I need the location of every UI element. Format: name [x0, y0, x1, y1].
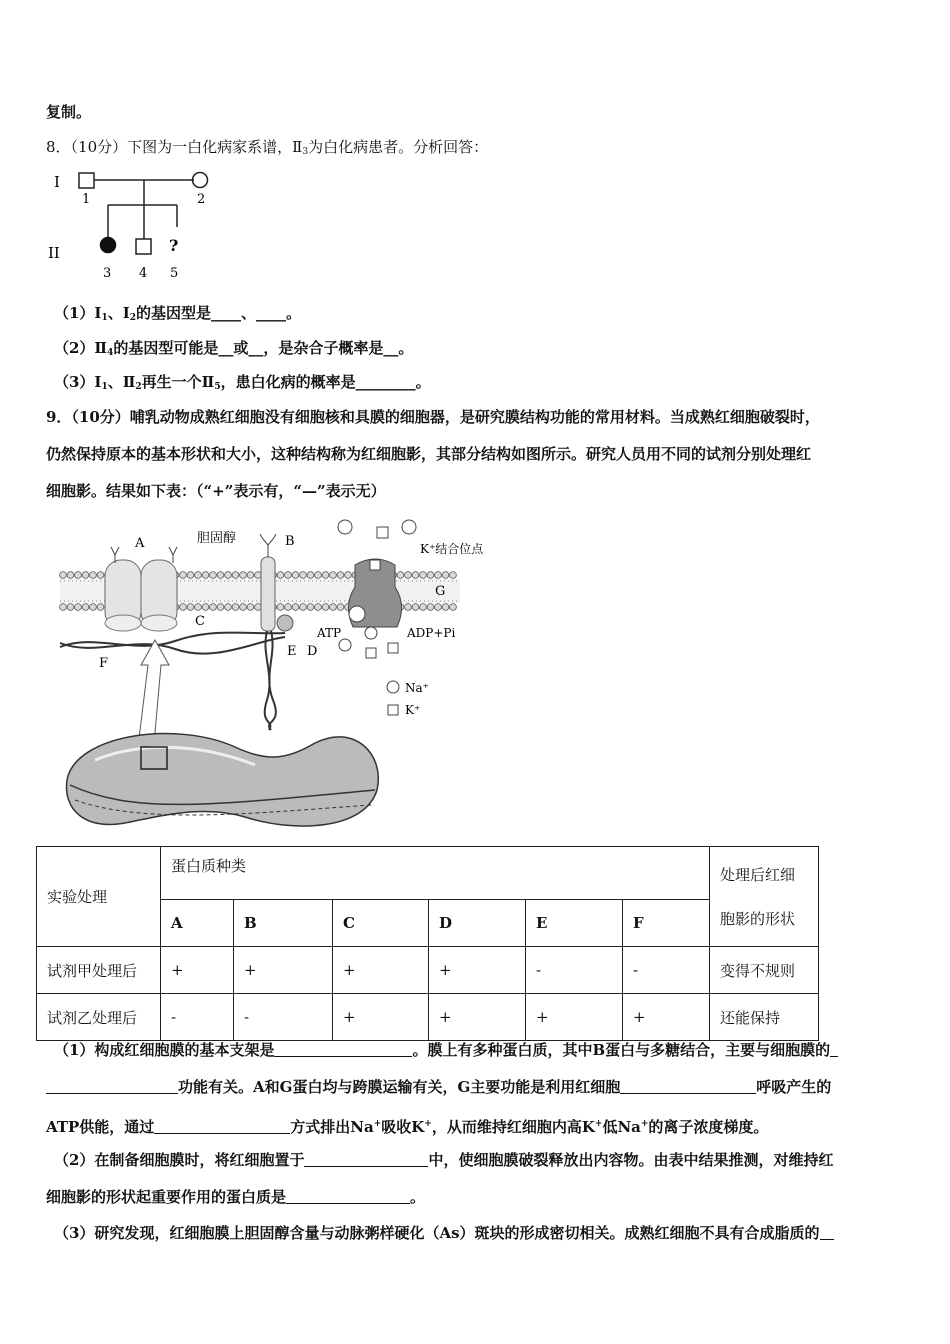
affected-female-ii3-circle — [101, 238, 116, 253]
gen-ii-label: II — [48, 244, 60, 262]
row-shape: 变得不规则 — [710, 947, 819, 994]
table-cell: - — [161, 994, 234, 1041]
row-label: 试剂甲处理后 — [37, 947, 161, 994]
atp-label: ATP — [317, 626, 342, 640]
q9-line-1: 9．（10分）哺乳动物成熟红细胞没有细胞核和具膜的细胞器，是研究膜结构功能的常用材料。当成熟红细胞破裂时， — [46, 408, 820, 426]
male-ii4-square — [136, 239, 151, 254]
na-legend: Na⁺ — [405, 681, 429, 695]
protein-a-channel — [105, 547, 177, 631]
table-col-e: E — [526, 900, 623, 947]
answer-p1-line1: （1）构成红细胞膜的基本支架是 。膜上有多种蛋白质，其中B蛋白与多糖结合，主要与细胞膜的 — [54, 1040, 838, 1060]
q8-sub2: $(2)Ⅱ_4$的基因型可能是__或__，是杂合子概率是__。 — [54, 339, 414, 358]
table-col-c: C — [333, 900, 429, 947]
q8-sub1: $(1)Ⅰ_1$、$Ⅰ_2$的基因型是____、____。 — [54, 304, 302, 323]
answer-p1-line2: 功能有关。A和G蛋白均与跨膜运输有关，G主要功能是利用红细胞 呼吸产生的 — [46, 1077, 831, 1097]
membrane-figure — [55, 515, 515, 840]
row-label: 试剂乙处理后 — [37, 994, 161, 1041]
q8-header: 8．（10分）下图为一白化病家系谱，$Ⅱ_3$为白化病患者。分析回答： — [46, 138, 489, 157]
table-cell: + — [429, 947, 526, 994]
table-cell: + — [526, 994, 623, 1041]
table-cell: + — [333, 947, 429, 994]
female-i2-circle — [193, 173, 208, 188]
gen-i-label: I — [54, 173, 60, 191]
table-header-protein: 蛋白质种类 — [161, 847, 710, 900]
table-col-f: F — [623, 900, 710, 947]
label-d: D — [307, 644, 318, 659]
table-col-b: B — [234, 900, 333, 947]
table-cell: - — [234, 994, 333, 1041]
ped-num-5: 5 — [170, 266, 179, 281]
label-g: G — [435, 584, 446, 599]
table-header-treatment: 实验处理 — [37, 847, 161, 947]
q8-sub3: $(3)Ⅰ_1$、$Ⅱ_2$再生一个$Ⅱ_5$，患白化病的概率是________。 — [54, 373, 431, 392]
cholesterol-label: 胆固醇 — [197, 531, 237, 546]
cytoskeleton-f — [60, 631, 285, 730]
table-cell: + — [429, 994, 526, 1041]
red-blood-cell-illustration — [67, 734, 379, 826]
label-b: B — [285, 534, 295, 549]
k-binding-site-label: K⁺结合位点 — [420, 542, 484, 556]
carryover-text: 复制。 — [46, 103, 92, 121]
unknown-ii5-mark: ? — [169, 236, 179, 255]
table-row — [37, 994, 819, 1041]
ped-num-2: 2 — [197, 192, 206, 207]
q9-line-3: 细胞影。结果如下表：（“+”表示有，“—”表示无） — [46, 482, 386, 500]
answer-p3-line1: （3）研究发现，红细胞膜上胆固醇含量与动脉粥样硬化（As）斑块的形成密切相关。成熟红细胞不具有合成脂质的 — [54, 1223, 834, 1243]
ped-num-3: 3 — [103, 266, 112, 281]
na-legend-icon — [387, 681, 399, 693]
answer-p2-line2: 细胞影的形状起重要作用的蛋白质是 。 — [46, 1188, 426, 1206]
label-a: A — [135, 536, 145, 551]
table-col-d: D — [429, 900, 526, 947]
label-f: F — [99, 656, 109, 671]
table-cell: - — [526, 947, 623, 994]
table-col-a: A — [161, 900, 234, 947]
table-row — [37, 947, 819, 994]
row-shape: 还能保持 — [710, 994, 819, 1041]
k-legend-icon — [388, 705, 398, 715]
adp-label: ADP+Pi — [407, 626, 456, 640]
answer-p1-line3: ATP供能，通过 方式排出Na+吸收K+，从而维持红细胞内高K+低Na+的离子浓度梯度。 — [46, 1118, 769, 1136]
ped-num-4: 4 — [139, 266, 148, 281]
label-c: C — [195, 614, 205, 629]
results-table — [36, 846, 819, 1041]
ped-num-1: 1 — [82, 192, 91, 207]
label-e: E — [287, 644, 297, 659]
male-i1-square — [79, 173, 94, 188]
table-cell: - — [623, 947, 710, 994]
table-cell: + — [234, 947, 333, 994]
table-cell: + — [623, 994, 710, 1041]
pedigree-chart — [40, 165, 240, 285]
table-cell: + — [161, 947, 234, 994]
q9-line-2: 仍然保持原本的基本形状和大小，这种结构称为红细胞影，其部分结构如图所示。研究人员用不同的试剂分别处理红 — [46, 445, 812, 463]
table-header-shape: 处理后红细 胞影的形状 — [710, 847, 819, 947]
k-legend: K⁺ — [405, 703, 421, 717]
protein-g-pump — [348, 559, 401, 627]
answer-p2-line1: （2）在制备细胞膜时，将红细胞置于 中，使细胞膜破裂释放出内容物。由表中结果推测，对维持红 — [54, 1151, 834, 1169]
table-cell: + — [333, 994, 429, 1041]
